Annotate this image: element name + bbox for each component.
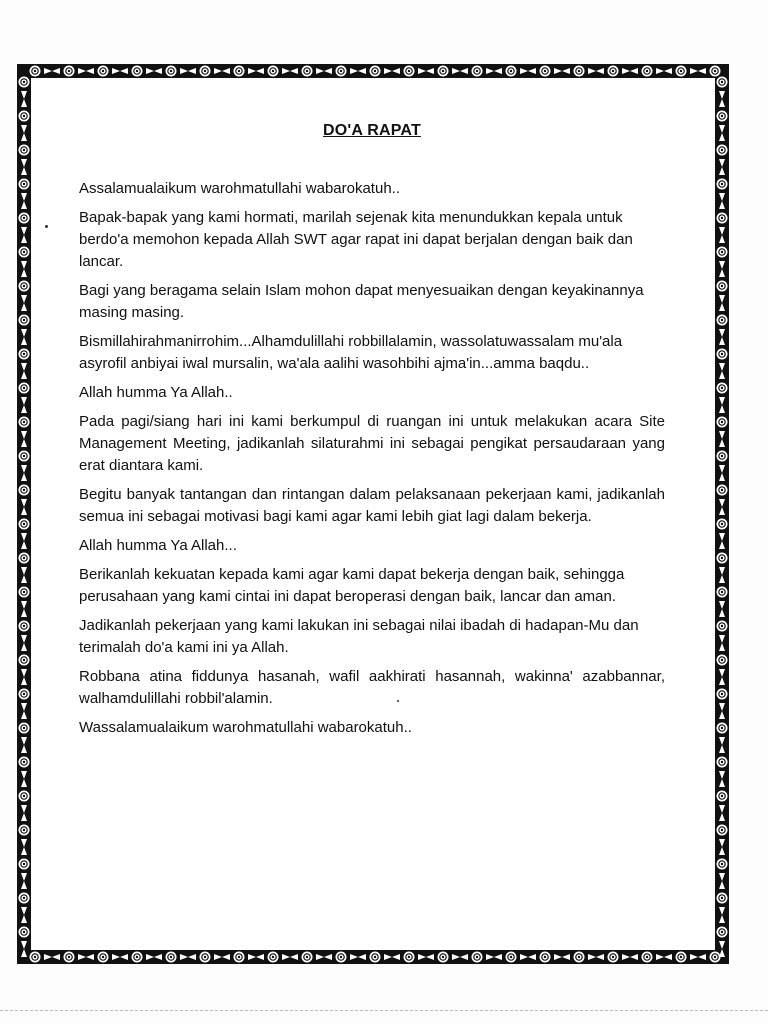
border-flower-ornament: [676, 952, 687, 963]
border-flower-ornament: [19, 723, 30, 734]
border-flower-ornament: [336, 952, 347, 963]
border-flower-ornament: [234, 66, 245, 77]
border-flower-ornament: [438, 952, 449, 963]
border-flower-ornament: [166, 952, 177, 963]
paragraph-strength: Berikanlah kekuatan kepada kami agar kami dapat bekerja dengan baik, sehingga perusahaan yang kami cintai ini dapat beroperasi dengan baik, lancar dan aman.: [79, 566, 625, 605]
paragraph-meeting: Pada pagi/siang hari ini kami berkumpul di ruangan ini untuk melakukan acara Site Management Meeting, jadikanlah silaturahmi ini sebagai pengikat persaudaraan yang erat diantara kami.: [79, 413, 665, 474]
border-flower-ornament: [404, 952, 415, 963]
border-flower-ornament: [717, 247, 728, 258]
border-flower-ornament: [506, 952, 517, 963]
paragraph-closing: Wassalamualaikum warohmatullahi wabarokatuh..: [79, 719, 412, 736]
document-body: [79, 118, 665, 746]
border-flower-ornament: [19, 859, 30, 870]
border-flower-ornament: [19, 927, 30, 938]
paragraph-bismillah: Bismillahirahmanirrohim...Alhamdulillahi robbillalamin, wassolatuwassalam mu'ala asyrofil anbiyai iwal mursalin, wa'ala aalihi wasohbihi ajma'in...amma baqdu..: [79, 333, 623, 372]
paragraph-challenges: Begitu banyak tantangan dan rintangan dalam pelaksanaan pekerjaan kami, jadikanlah semua ini sebagai motivasi bagi kami agar kami lebih giat lagi dalam bekerja.: [79, 486, 665, 525]
border-flower-ornament: [370, 952, 381, 963]
border-flower-ornament: [19, 519, 30, 530]
border-flower-ornament: [64, 952, 75, 963]
border-flower-ornament: [717, 451, 728, 462]
border-flower-ornament: [717, 179, 728, 190]
border-flower-ornament: [717, 553, 728, 564]
paragraph-allah-humma-2: Allah humma Ya Allah...: [79, 537, 237, 554]
border-flower-ornament: [717, 315, 728, 326]
document-title: DO'A RAPAT: [323, 122, 421, 139]
border-flower-ornament: [19, 111, 30, 122]
border-flower-ornament: [717, 723, 728, 734]
border-flower-ornament: [268, 66, 279, 77]
border-flower-ornament: [472, 66, 483, 77]
border-flower-ornament: [717, 757, 728, 768]
border-flower-ornament: [717, 281, 728, 292]
border-flower-ornament: [642, 952, 653, 963]
border-flower-ornament: [200, 66, 211, 77]
border-flower-ornament: [472, 952, 483, 963]
paragraph-other-religions: Bagi yang beragama selain Islam mohon dapat menyesuaikan dengan keyakinannya masing masing.: [79, 282, 644, 321]
border-flower-ornament: [132, 952, 143, 963]
border-flower-ornament: [717, 825, 728, 836]
border-flower-ornament: [234, 952, 245, 963]
border-flower-ornament: [506, 66, 517, 77]
border-flower-ornament: [608, 952, 619, 963]
border-flower-ornament: [19, 247, 30, 258]
border-flower-ornament: [717, 689, 728, 700]
border-flower-ornament: [98, 952, 109, 963]
scan-edge-line: [0, 1010, 768, 1012]
border-flower-ornament: [19, 757, 30, 768]
border-flower-ornament: [717, 111, 728, 122]
border-flower-ornament: [19, 485, 30, 496]
border-flower-ornament: [717, 485, 728, 496]
border-flower-ornament: [336, 66, 347, 77]
border-flower-ornament: [717, 77, 728, 88]
border-flower-ornament: [19, 281, 30, 292]
border-flower-ornament: [19, 417, 30, 428]
border-flower-ornament: [19, 587, 30, 598]
border-flower-ornament: [302, 952, 313, 963]
border-flower-ornament: [64, 66, 75, 77]
border-flower-ornament: [717, 145, 728, 156]
border-flower-ornament: [438, 66, 449, 77]
border-flower-ornament: [19, 689, 30, 700]
border-flower-ornament: [19, 77, 30, 88]
border-flower-ornament: [30, 952, 41, 963]
border-flower-ornament: [19, 655, 30, 666]
border-flower-ornament: [710, 952, 721, 963]
border-flower-ornament: [19, 791, 30, 802]
paragraph-greeting: Assalamualaikum warohmatullahi wabarokatuh..: [79, 180, 400, 197]
border-flower-ornament: [574, 952, 585, 963]
border-flower-ornament: [574, 66, 585, 77]
border-flower-ornament: [98, 66, 109, 77]
border-flower-ornament: [19, 349, 30, 360]
border-flower-ornament: [19, 451, 30, 462]
paragraph-allah-humma-1: Allah humma Ya Allah..: [79, 384, 233, 401]
border-flower-ornament: [717, 519, 728, 530]
scan-speck: [45, 225, 48, 228]
border-flower-ornament: [717, 655, 728, 666]
scan-speck: [397, 700, 399, 702]
border-flower-ornament: [717, 791, 728, 802]
border-flower-ornament: [540, 66, 551, 77]
border-flower-ornament: [302, 66, 313, 77]
border-flower-ornament: [370, 66, 381, 77]
border-flower-ornament: [132, 66, 143, 77]
border-flower-ornament: [717, 383, 728, 394]
border-flower-ornament: [717, 621, 728, 632]
border-flower-ornament: [19, 553, 30, 564]
border-flower-ornament: [642, 66, 653, 77]
border-flower-ornament: [717, 927, 728, 938]
paragraph-opening: Bapak-bapak yang kami hormati, marilah sejenak kita menundukkan kepala untuk berdo'a memohon kepada Allah SWT agar rapat ini dapat berjalan dengan baik dan lancar.: [79, 209, 633, 270]
border-flower-ornament: [19, 213, 30, 224]
border-flower-ornament: [717, 859, 728, 870]
border-flower-ornament: [710, 66, 721, 77]
border-flower-ornament: [19, 145, 30, 156]
border-flower-ornament: [166, 66, 177, 77]
border-flower-ornament: [404, 66, 415, 77]
paragraph-robbana: Robbana atina fiddunya hasanah, wafil aakhirati hasannah, wakinna' azabbannar, walhamdulillahi robbil'alamin.: [79, 668, 665, 707]
border-flower-ornament: [19, 893, 30, 904]
border-flower-ornament: [19, 383, 30, 394]
border-flower-ornament: [717, 587, 728, 598]
border-flower-ornament: [19, 179, 30, 190]
border-flower-ornament: [608, 66, 619, 77]
border-flower-ornament: [19, 315, 30, 326]
paragraph-worship: Jadikanlah pekerjaan yang kami lakukan ini sebagai nilai ibadah di hadapan-Mu dan terimalah do'a kami ini ya Allah.: [79, 617, 639, 656]
border-flower-ornament: [676, 66, 687, 77]
border-flower-ornament: [717, 349, 728, 360]
border-flower-ornament: [19, 621, 30, 632]
border-flower-ornament: [30, 66, 41, 77]
border-flower-ornament: [19, 825, 30, 836]
border-flower-ornament: [717, 893, 728, 904]
border-flower-ornament: [200, 952, 211, 963]
border-flower-ornament: [268, 952, 279, 963]
border-flower-ornament: [717, 417, 728, 428]
border-flower-ornament: [717, 213, 728, 224]
border-flower-ornament: [540, 952, 551, 963]
